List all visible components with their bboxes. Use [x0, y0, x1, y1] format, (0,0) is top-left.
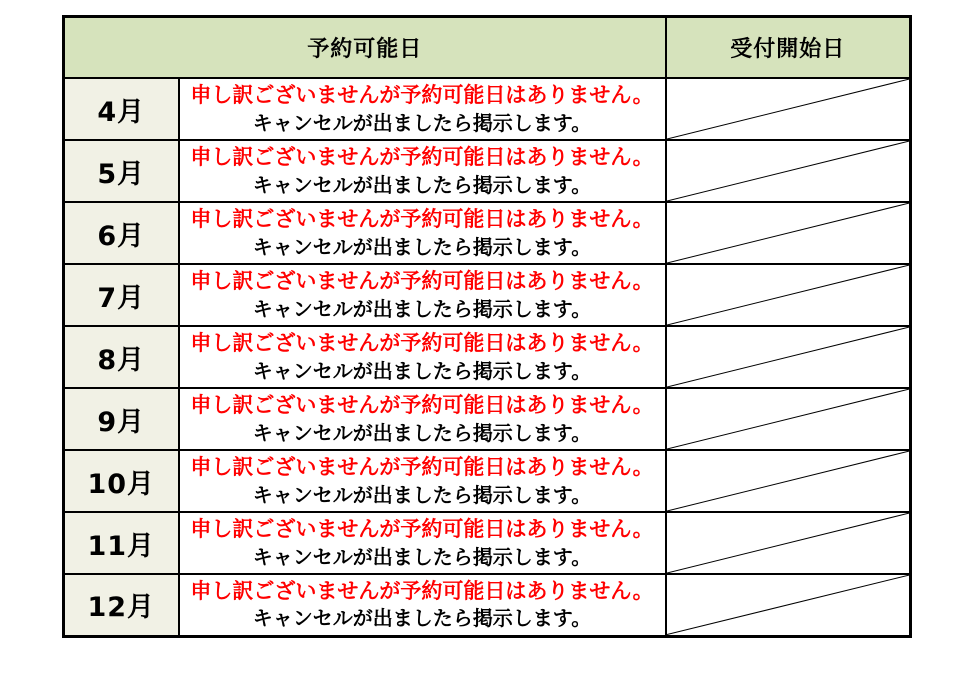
diagonal-slash-icon: [667, 141, 910, 201]
table-row-july: [64, 264, 911, 326]
table-row-november: [64, 512, 911, 574]
reception-start-cell: [666, 78, 911, 140]
availability-message-cell: [179, 202, 666, 264]
reception-start-cell: [666, 450, 911, 512]
cancel-note-text: キャンセルが出ましたら掲示します。: [252, 234, 592, 259]
month-cell: 12月: [64, 574, 179, 636]
month-cell: 6月: [64, 202, 179, 264]
reception-start-cell: [666, 388, 911, 450]
cancel-note-text: キャンセルが出ましたら掲示します。: [252, 172, 592, 197]
reservation-schedule-table: [62, 15, 912, 638]
no-availability-text: 申し訳ございませんが予約可能日はありません。: [190, 83, 654, 108]
availability-message-cell: [179, 326, 666, 388]
header-reservable-dates: 予約可能日: [64, 17, 666, 79]
cancel-note-text: キャンセルが出ましたら掲示します。: [252, 420, 592, 445]
header-reception-start: 受付開始日: [666, 17, 911, 79]
reception-start-cell: [666, 140, 911, 202]
month-cell: 7月: [64, 264, 179, 326]
table-row-may: [64, 140, 911, 202]
reception-start-cell: [666, 202, 911, 264]
month-cell: 11月: [64, 512, 179, 574]
no-availability-text: 申し訳ございませんが予約可能日はありません。: [190, 579, 654, 604]
cancel-note-text: キャンセルが出ましたら掲示します。: [252, 482, 592, 507]
cancel-note-text: キャンセルが出ましたら掲示します。: [252, 606, 592, 631]
availability-message-cell: [179, 264, 666, 326]
diagonal-slash-icon: [667, 203, 910, 263]
cancel-note-text: キャンセルが出ましたら掲示します。: [252, 296, 592, 321]
no-availability-text: 申し訳ございませんが予約可能日はありません。: [190, 517, 654, 542]
table-row-april: [64, 78, 911, 140]
month-cell: 10月: [64, 450, 179, 512]
diagonal-slash-icon: [667, 513, 910, 573]
cancel-note-text: キャンセルが出ましたら掲示します。: [252, 358, 592, 383]
cancel-note-text: キャンセルが出ましたら掲示します。: [252, 110, 592, 135]
availability-message-cell: [179, 450, 666, 512]
diagonal-slash-icon: [667, 389, 910, 449]
diagonal-slash-icon: [667, 79, 910, 139]
month-cell: 5月: [64, 140, 179, 202]
header-row: [64, 17, 911, 79]
table-row-september: [64, 388, 911, 450]
availability-message-cell: [179, 388, 666, 450]
table-row-october: [64, 450, 911, 512]
diagonal-slash-icon: [667, 265, 910, 325]
no-availability-text: 申し訳ございませんが予約可能日はありません。: [190, 145, 654, 170]
month-cell: 8月: [64, 326, 179, 388]
reception-start-cell: [666, 264, 911, 326]
no-availability-text: 申し訳ございませんが予約可能日はありません。: [190, 393, 654, 418]
no-availability-text: 申し訳ございませんが予約可能日はありません。: [190, 331, 654, 356]
availability-message-cell: [179, 140, 666, 202]
table-row-december: [64, 574, 911, 636]
reception-start-cell: [666, 512, 911, 574]
month-cell: 4月: [64, 78, 179, 140]
cancel-note-text: キャンセルが出ましたら掲示します。: [252, 544, 592, 569]
diagonal-slash-icon: [667, 451, 910, 511]
month-cell: 9月: [64, 388, 179, 450]
no-availability-text: 申し訳ございませんが予約可能日はありません。: [190, 207, 654, 232]
reception-start-cell: [666, 574, 911, 636]
reception-start-cell: [666, 326, 911, 388]
availability-message-cell: [179, 574, 666, 636]
no-availability-text: 申し訳ございませんが予約可能日はありません。: [190, 269, 654, 294]
no-availability-text: 申し訳ございませんが予約可能日はありません。: [190, 455, 654, 480]
table-row-june: [64, 202, 911, 264]
availability-message-cell: [179, 512, 666, 574]
availability-message-cell: [179, 78, 666, 140]
diagonal-slash-icon: [667, 327, 910, 387]
diagonal-slash-icon: [667, 575, 910, 635]
table-row-august: [64, 326, 911, 388]
